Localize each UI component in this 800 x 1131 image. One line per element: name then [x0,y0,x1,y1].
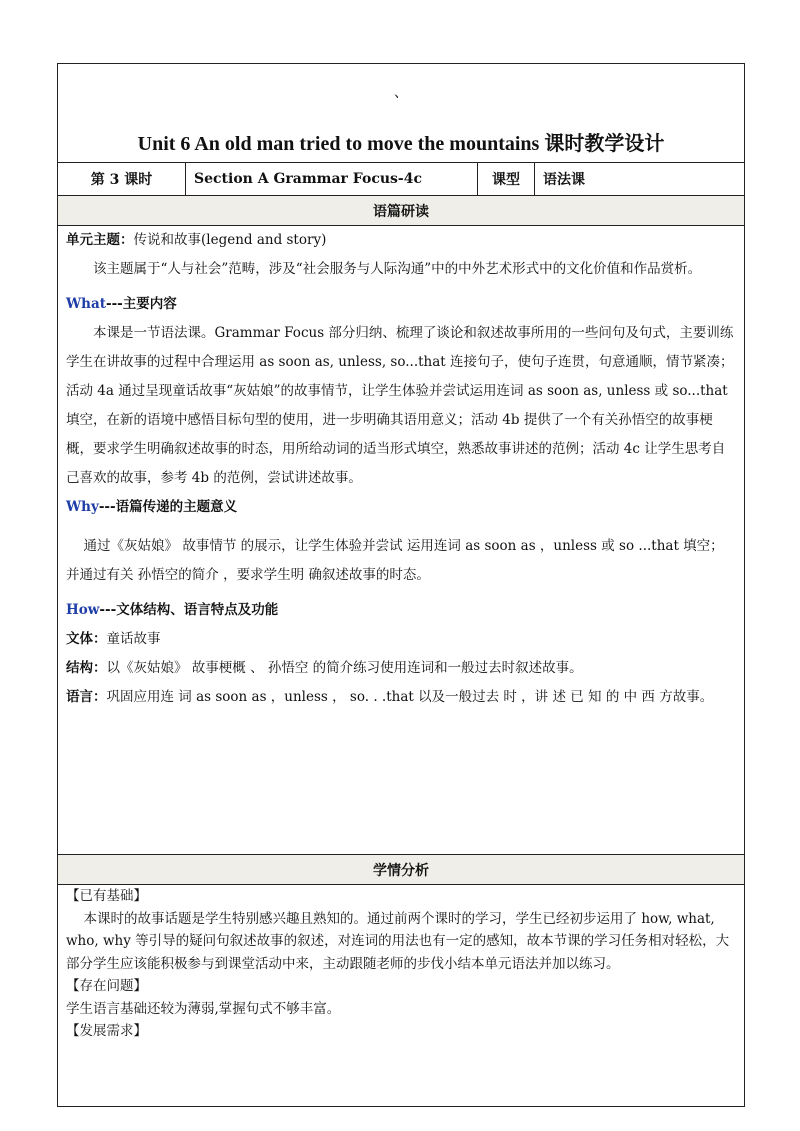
structure-value: 以《灰姑娘》 故事梗概 、 孙悟空 的简介练习使用连词和一般过去时叙述故事。 [106,660,583,676]
why-rest: ---语篇传递的主题意义 [98,499,238,515]
tick-mark: 、 [394,85,408,101]
section-name: Section A Grammar Focus-4c [186,163,478,195]
language-value: 巩固应用连 词 as soon as ，unless ， so. . .that 以及一般过去 时 ，讲 述 已 知 的 中 西 方故事。 [106,689,714,705]
language-label: 语言： [66,689,107,705]
type-value: 语法课 [543,172,585,188]
genre-value: 童话故事 [106,631,161,647]
genre-line [66,625,736,654]
what-rest: ---主要内容 [105,296,177,312]
type-label: 课型 [478,163,535,195]
unit-theme-value: 传说和故事(legend and story) [133,232,327,248]
how-heading [66,596,736,625]
what-key: What [66,296,106,312]
structure-line [66,654,736,683]
section-heading-learner-analysis: 学情分析 [58,855,744,885]
structure-label: 结构： [66,660,107,676]
lesson-number: 第 3 课时 [58,163,186,195]
basis-body: 本课时的故事话题是学生特别感兴趣且熟知的。通过前两个课时的学习，学生已经初步运用了 how, what, who, why 等引导的疑问句叙述故事的叙述，对连词的用法也有一定的感知，故本节课的学习任务相对轻松，大部分学生应该能积极参与到课堂活动中来，主动跟随老师的步伐小结本单元语法并加以练习。 [66,910,730,972]
title-row [58,64,744,163]
why-key: Why [66,499,99,515]
what-heading [66,290,736,319]
how-key: How [66,602,100,618]
text-study-block [58,226,744,855]
basis-label: 【已有基础】 [66,888,147,904]
why-heading [66,493,736,522]
problem-label: 【存在问题】 [66,978,147,994]
why-body: 通过《灰姑娘》 故事情节 的展示，让学生体验并尝试 运用连词 as soon as ，unless 或 so ...that 填空； 并通过有关 孙悟空的简介 ，要求学生明 确叙述故事的时态。 [66,538,724,583]
language-line [66,683,736,712]
section-heading-text-study: 语篇研读 [58,196,744,226]
need-label: 【发展需求】 [66,1023,147,1039]
page-title: Unit 6 An old man tried to move the mountains 课时教学设计 [137,133,665,155]
unit-theme-line [66,226,736,255]
problem-body: 学生语言基础还较为薄弱,掌握句式不够丰富。 [66,1000,341,1017]
what-body: 本课是一节语法课。Grammar Focus 部分归纳、梳理了谈论和叙述故事所用的一些问句及句式，主要训练学生在讲故事的过程中合理运用 as soon as, unless, so...that 连接句子，使句子连贯，句意通顺，情节紧凑；活动 4a 通过呈现童话故事“灰姑娘”的故事情节，让学生体验并尝试运用连词 as soon as, unless 或 so...that 填空，在新的语境中感悟目标句型的使用，进一步明确其语用意义；活动 4b 提供了一个有关孙悟空的故事梗概，要求学生明确叙述故事的时态，用所给动词的适当形式填空，熟悉故事讲述的范例；活动 4c 让学生思考自己喜欢的故事，参考 4b 的范例，尝试讲述故事。 [66,325,734,486]
genre-label: 文体： [66,631,107,647]
how-rest: ---文体结构、语言特点及功能 [99,602,279,618]
lesson-design-table [57,63,745,1107]
lesson-info-row [58,163,744,196]
theme-description: 该主题属于“人与社会”范畴，涉及“社会服务与人际沟通”中的中外艺术形式中的文化价值和作品赏析。 [93,261,702,277]
learner-analysis-block [58,885,744,1107]
unit-theme-label: 单元主题： [66,232,134,248]
